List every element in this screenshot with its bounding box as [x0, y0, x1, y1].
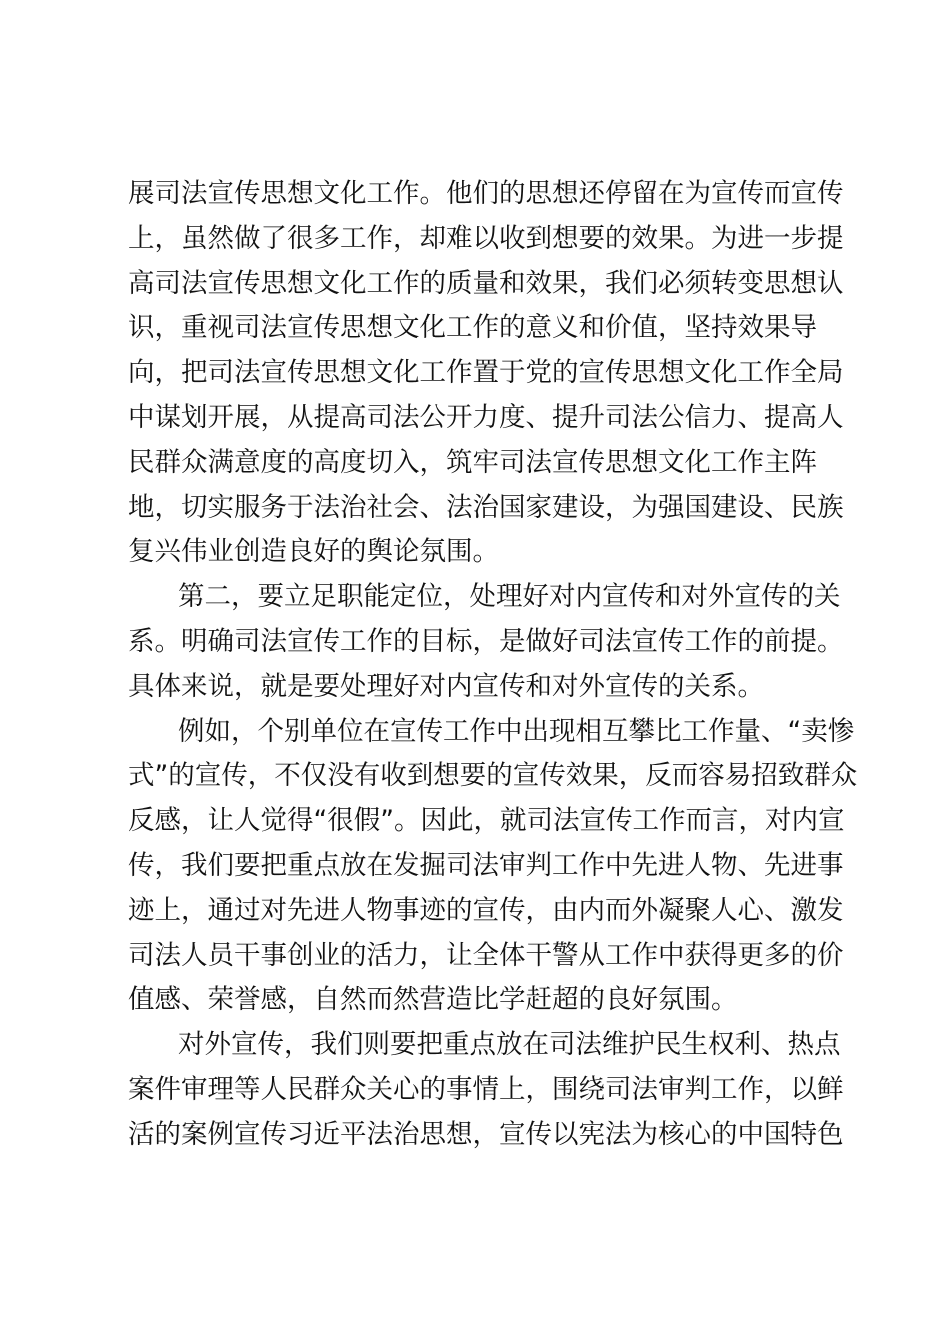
text-line: 式”的宣传，不仅没有收到想要的宣传效果，反而容易招致群众 [128, 760, 858, 792]
text-line: 传，我们要把重点放在发掘司法审判工作中先进人物、先进事 [128, 849, 844, 881]
text-line: 反感，让人觉得“很假”。因此，就司法宣传工作而言，对内宣 [128, 805, 845, 837]
body-text [128, 172, 858, 1158]
text-line: 向，把司法宣传思想文化工作置于党的宣传思想文化工作全局 [128, 357, 844, 389]
text-line: 迹上，通过对先进人物事迹的宣传，由内而外凝聚人心、激发 [128, 894, 844, 926]
text-line: 具体来说，就是要处理好对内宣传和对外宣传的关系。 [128, 670, 764, 702]
text-line: 上，虽然做了很多工作，却难以收到想要的效果。为进一步提 [128, 222, 844, 254]
text-line: 第二，要立足职能定位，处理好对内宣传和对外宣传的关 [178, 581, 841, 613]
text-line: 司法人员干事创业的活力，让全体干警从工作中获得更多的价 [128, 939, 844, 971]
paragraph-2 [128, 575, 844, 709]
text-line: 展司法宣传思想文化工作。他们的思想还停留在为宣传而宣传 [128, 178, 844, 209]
text-line: 案件审理等人民群众关心的事情上，围绕司法审判工作，以鲜 [128, 1073, 844, 1105]
text-line: 复兴伟业创造良好的舆论氛围。 [128, 536, 499, 568]
text-line: 对外宣传，我们则要把重点放在司法维护民生权利、热点 [178, 1029, 841, 1061]
paragraph-4 [128, 1023, 844, 1157]
text-line: 高司法宣传思想文化工作的质量和效果，我们必须转变思想认 [128, 267, 844, 299]
paragraph-3 [128, 710, 858, 1024]
text-line: 例如，个别单位在宣传工作中出现相互攀比工作量、“卖惨 [178, 715, 855, 747]
text-line: 民群众满意度的高度切入，筑牢司法宣传思想文化工作主阵 [128, 446, 817, 478]
text-line: 值感、荣誉感，自然而然营造比学赶超的良好氛围。 [128, 984, 738, 1016]
text-line: 中谋划开展，从提高司法公开力度、提升司法公信力、提高人 [128, 401, 844, 433]
text-line: 地，切实服务于法治社会、法治国家建设，为强国建设、民族 [128, 491, 844, 523]
text-line: 识，重视司法宣传思想文化工作的意义和价值，坚持效果导 [128, 312, 817, 344]
paragraph-1 [128, 172, 844, 575]
text-line: 系。明确司法宣传工作的目标，是做好司法宣传工作的前提。 [128, 625, 844, 657]
text-line: 活的案例宣传习近平法治思想，宣传以宪法为核心的中国特色 [128, 1118, 844, 1150]
